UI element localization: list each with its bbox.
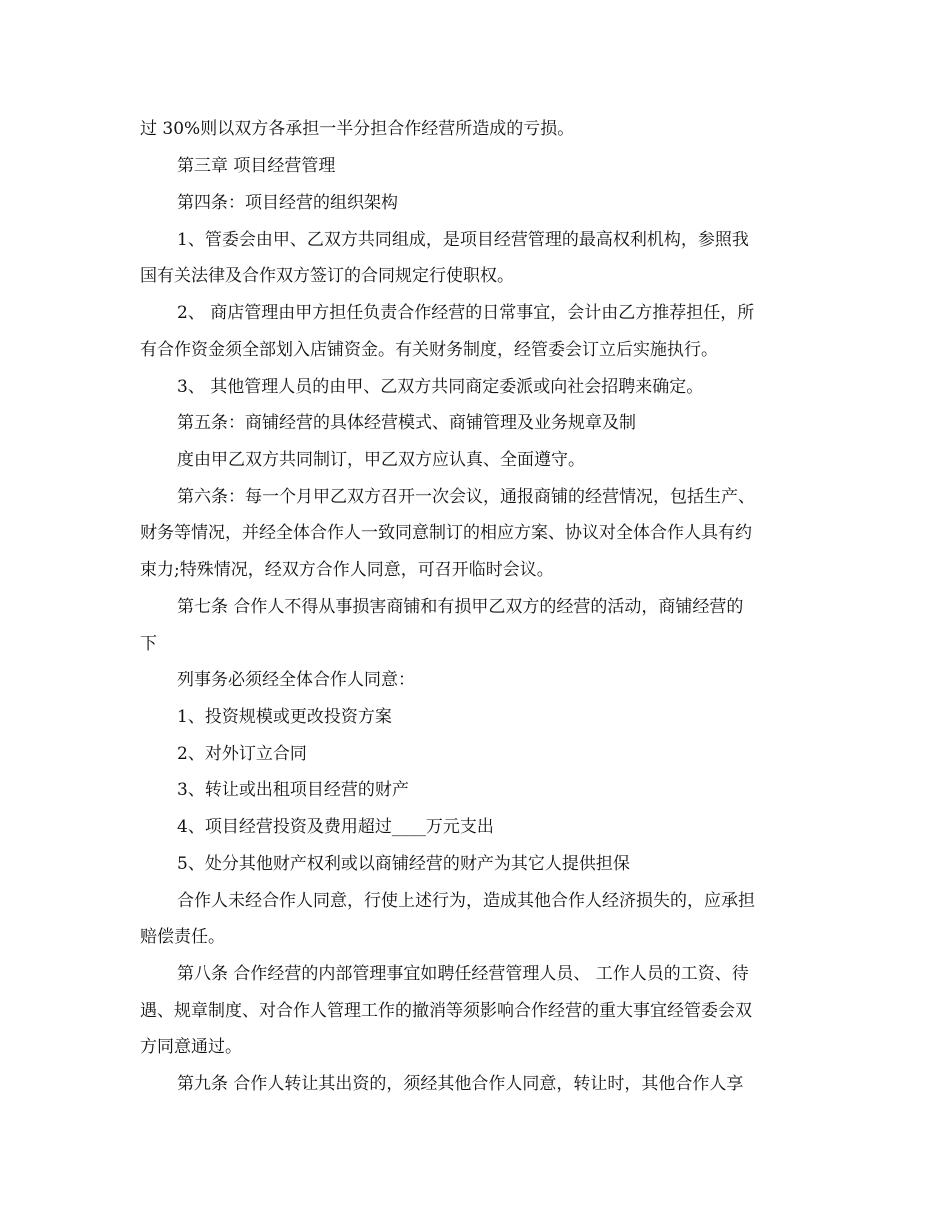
text-line: 第五条：商铺经营的具体经营模式、商铺管理及业务规章及制 xyxy=(177,413,636,433)
text-line: 财务等情况，并经全体合作人一致同意制订的相应方案、协议对全体合作人具有约 xyxy=(140,523,752,543)
text-line: 国有关法律及合作双方签订的合同规定行使职权。 xyxy=(140,266,514,286)
text-line: 第八条 合作经营的内部管理事宜如聘任经营管理人员、 工作人员的工资、待 xyxy=(177,964,749,984)
text-line: 束力;特殊情况，经双方合作人同意，可召开临时会议。 xyxy=(140,560,554,580)
chapter-heading: 第三章 项目经营管理 xyxy=(177,156,336,176)
text-line: 第九条 合作人转让其出资的，须经其他合作人同意，转让时，其他合作人享 xyxy=(177,1074,744,1094)
text-line: 方同意通过。 xyxy=(140,1037,242,1057)
text-line: 2、 商店管理由甲方担任负责合作经营的日常事宜，会计由乙方推荐担任，所 xyxy=(177,303,755,323)
text-line: 下 xyxy=(140,634,157,654)
article-heading: 第四条：项目经营的组织架构 xyxy=(177,193,398,213)
list-item: 5、处分其他财产权利或以商铺经营的财产为其它人提供担保 xyxy=(177,854,630,874)
text-line: 列事务必须经全体合作人同意： xyxy=(177,670,415,690)
text-line: 第七条 合作人不得从事损害商铺和有损甲乙双方的经营的活动，商铺经营的 xyxy=(177,597,744,617)
text-line: 遇、规章制度、对合作人管理工作的撤消等须影响合作经营的重大事宜经管委会双 xyxy=(140,1001,752,1021)
list-item: 2、对外订立合同 xyxy=(177,744,307,764)
text-line: 过 30%则以双方各承担一半分担合作经营所造成的亏损。 xyxy=(140,119,575,139)
text-line: 第六条：每一个月甲乙双方召开一次会议，通报商铺的经营情况，包括生产、 xyxy=(177,487,755,507)
text-line: 赔偿责任。 xyxy=(140,927,225,947)
list-item: 3、转让或出租项目经营的财产 xyxy=(177,780,409,800)
text-line: 度由甲乙双方共同制订，甲乙双方应认真、全面遵守。 xyxy=(177,450,585,470)
text-line: 3、 其他管理人员的由甲、乙双方共同商定委派或向社会招聘来确定。 xyxy=(177,377,704,397)
text-line: 有合作资金须全部划入店铺资金。有关财务制度，经管委会订立后实施执行。 xyxy=(140,340,718,360)
text-line: 1、管委会由甲、乙双方共同组成，是项目经营管理的最高权利机构，参照我 xyxy=(177,230,749,250)
text-line: 合作人未经合作人同意，行使上述行为，造成其他合作人经济损失的，应承担 xyxy=(177,891,755,911)
list-item: 4、项目经营投资及费用超过____万元支出 xyxy=(177,817,494,837)
list-item: 1、投资规模或更改投资方案 xyxy=(177,707,392,727)
